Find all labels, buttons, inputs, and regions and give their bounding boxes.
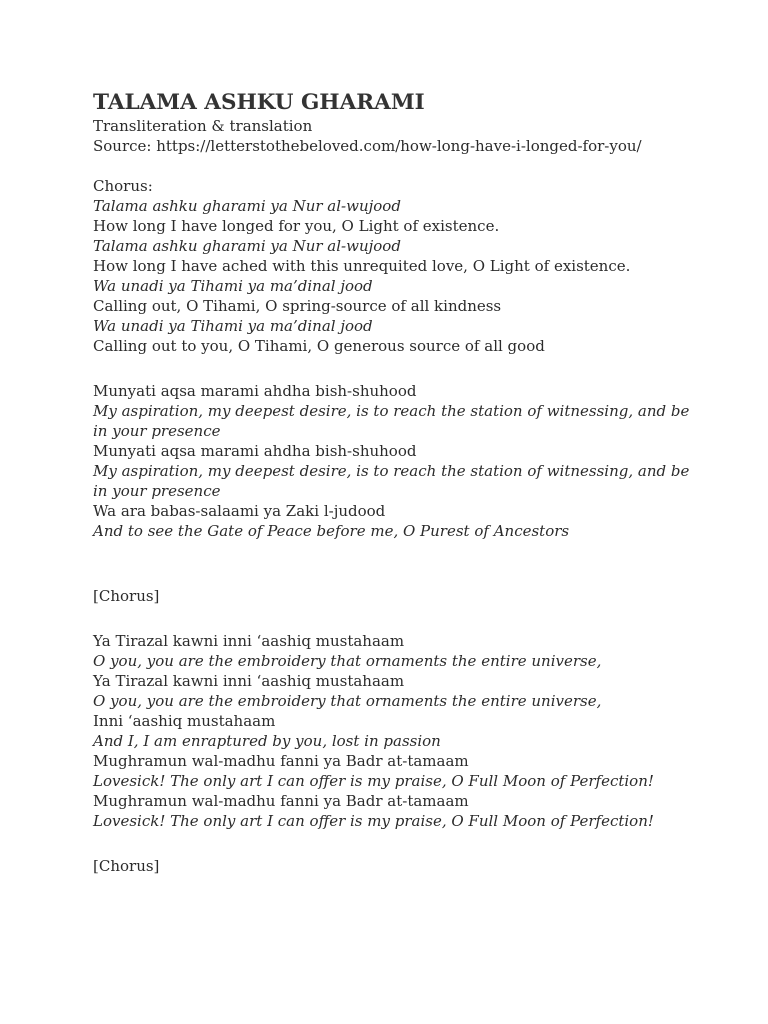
verse-line: O you, you are the embroidery that ornaments the entire universe, — [93, 652, 602, 670]
verse-line: Inni ‘aashiq mustahaam — [93, 712, 276, 730]
chorus-reference: [Chorus] — [93, 857, 160, 875]
verse-line: Wa ara babas-salaami ya Zaki l-judood — [93, 502, 386, 520]
chorus-line: How long I have longed for you, O Light of existence. — [93, 217, 500, 235]
source-line: Source: https://letterstothebeloved.com/how-long-have-i-longed-for-you/ — [93, 137, 642, 155]
verse-line: My aspiration, my deepest desire, is to reach the station of witnessing, and be in your presence — [93, 402, 690, 440]
verse-line: Mughramun wal-madhu fanni ya Badr at-tamaam — [93, 792, 469, 810]
chorus-line: Calling out to you, O Tihami, O generous source of all good — [93, 337, 545, 355]
chorus-line: Calling out, O Tihami, O spring-source of all kindness — [93, 297, 502, 315]
chorus-line: How long I have ached with this unrequited love, O Light of existence. — [93, 257, 631, 275]
verse-line: And I, I am enraptured by you, lost in passion — [93, 732, 441, 750]
verse-line: Mughramun wal-madhu fanni ya Badr at-tamaam — [93, 752, 469, 770]
chorus-reference: [Chorus] — [93, 587, 160, 605]
chorus-line: Talama ashku gharami ya Nur al-wujood — [93, 197, 401, 215]
verse-line: And to see the Gate of Peace before me, O Purest of Ancestors — [93, 522, 570, 540]
verse-line: Lovesick! The only art I can offer is my praise, O Full Moon of Perfection! — [93, 772, 654, 790]
verse-line: Ya Tirazal kawni inni ‘aashiq mustahaam — [93, 632, 405, 650]
verse-line: Ya Tirazal kawni inni ‘aashiq mustahaam — [93, 672, 405, 690]
document-subtitle: Transliteration & translation — [93, 117, 313, 135]
chorus-line: Wa unadi ya Tihami ya ma’dinal jood — [93, 317, 373, 335]
verse-one — [93, 381, 708, 541]
verse-line: Lovesick! The only art I can offer is my praise, O Full Moon of Perfection! — [93, 812, 654, 830]
document-title: TALAMA ASHKU GHARAMI — [93, 90, 425, 115]
verse-two — [93, 631, 708, 831]
chorus-label: Chorus: — [93, 177, 153, 195]
chorus-line: Wa unadi ya Tihami ya ma’dinal jood — [93, 277, 373, 295]
verse-line: O you, you are the embroidery that ornaments the entire universe, — [93, 692, 602, 710]
verse-line: Munyati aqsa marami ahdha bish-shuhood — [93, 442, 417, 460]
chorus-section — [93, 176, 708, 356]
verse-line: Munyati aqsa marami ahdha bish-shuhood — [93, 382, 417, 400]
verse-line: My aspiration, my deepest desire, is to reach the station of witnessing, and be in your presence — [93, 462, 690, 500]
chorus-line: Talama ashku gharami ya Nur al-wujood — [93, 237, 401, 255]
